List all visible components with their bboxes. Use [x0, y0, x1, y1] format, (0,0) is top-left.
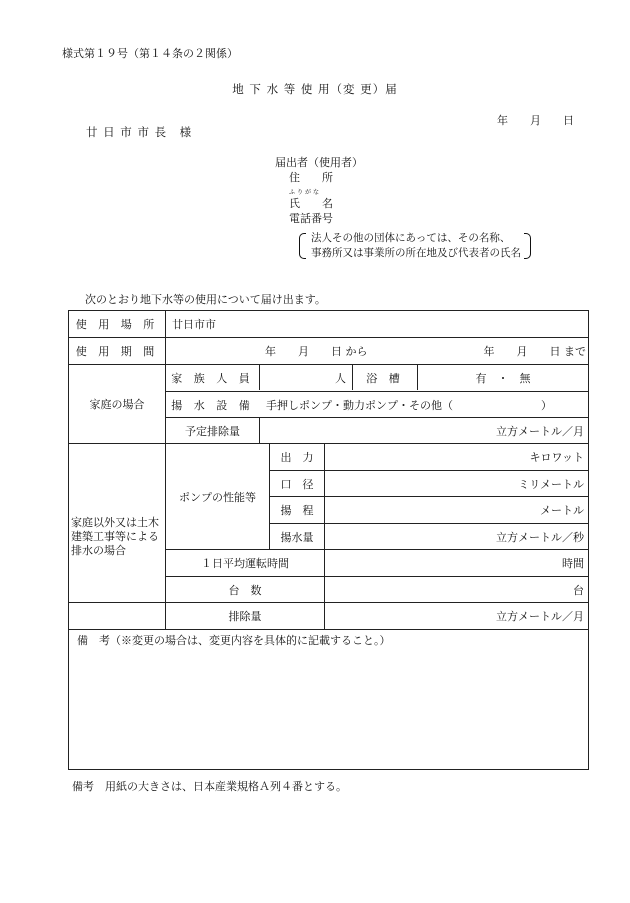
bath-label: 浴 槽: [366, 372, 404, 385]
phone-label: 電話番号: [289, 212, 333, 225]
name-label: 氏 名: [289, 197, 333, 210]
discharge-label: 排除量: [228, 610, 262, 623]
bore-unit[interactable]: ミリメートル: [518, 477, 584, 491]
applicant-role: 届出者（使用者）: [275, 156, 363, 169]
count-unit[interactable]: 台: [573, 583, 584, 597]
daily-hours-label: １日平均運転時間: [201, 557, 289, 570]
non-household-label: 家庭以外又は土木建築工事等による排水の場合: [71, 515, 159, 557]
period-label: 使 用 期 間: [75, 345, 159, 358]
document-title: 地 下 水 等 使 用（変 更）届: [232, 82, 398, 96]
applicant-block: [275, 155, 363, 226]
period-to[interactable]: 年 月 日 まで: [483, 345, 586, 358]
furigana-label: ふりがな: [289, 189, 322, 196]
corporate-note: [297, 231, 533, 261]
pump-performance-label: ポンプの性能等: [179, 490, 256, 504]
corporate-note-line1: 法人その他の団体にあっては、その名称、: [311, 232, 511, 244]
intro-text: 次のとおり地下水等の使用について届け出ます。: [85, 293, 326, 306]
date-field[interactable]: 年 月 日: [497, 114, 574, 127]
place-label: 使 用 場 所: [75, 318, 159, 331]
head-label: 揚 程: [280, 504, 314, 517]
footer-note: 備考 用紙の大きさは、日本産業規格Ａ列４番とする。: [72, 780, 347, 793]
usage-form-table: [68, 310, 589, 770]
planned-drain-label: 予定排除量: [185, 424, 240, 438]
row-divider: [69, 629, 588, 630]
output-unit[interactable]: キロワット: [529, 451, 584, 464]
daily-hours-unit[interactable]: 時間: [562, 557, 584, 570]
addressee: 廿 日 市 市 長 様: [86, 125, 193, 139]
count-label: 台 数: [228, 583, 262, 597]
head-unit[interactable]: メートル: [540, 504, 584, 517]
flow-unit[interactable]: 立方メートル／秒: [496, 530, 584, 544]
pump-options[interactable]: 手押しポンプ・動力ポンプ・その他（ ）: [266, 398, 552, 412]
address-label: 住 所: [289, 171, 333, 184]
household-label: 家庭の場合: [89, 398, 145, 411]
output-label: 出 力: [280, 451, 314, 464]
pump-label: 揚 水 設 備: [171, 398, 254, 412]
remarks-area[interactable]: [69, 649, 588, 769]
corporate-note-line2: 事務所又は事業所の所在地及び代表者の氏名: [311, 247, 521, 259]
bath-options[interactable]: 有 ・ 無: [475, 372, 531, 385]
place-value[interactable]: 廿日市市: [172, 318, 216, 331]
family-unit[interactable]: 人: [335, 372, 346, 385]
period-from[interactable]: 年 月 日 から: [265, 345, 368, 358]
family-label: 家 族 人 員: [171, 372, 254, 385]
form-number: 様式第１９号（第１４条の２関係）: [62, 47, 238, 60]
planned-drain-unit[interactable]: 立方メートル／月: [496, 424, 584, 438]
discharge-unit[interactable]: 立方メートル／月: [496, 610, 584, 623]
flow-label: 揚水量: [280, 530, 314, 544]
remarks-label: 備 考（※変更の場合は、変更内容を具体的に記載すること。）: [77, 634, 391, 647]
bore-label: 口 径: [280, 477, 314, 491]
